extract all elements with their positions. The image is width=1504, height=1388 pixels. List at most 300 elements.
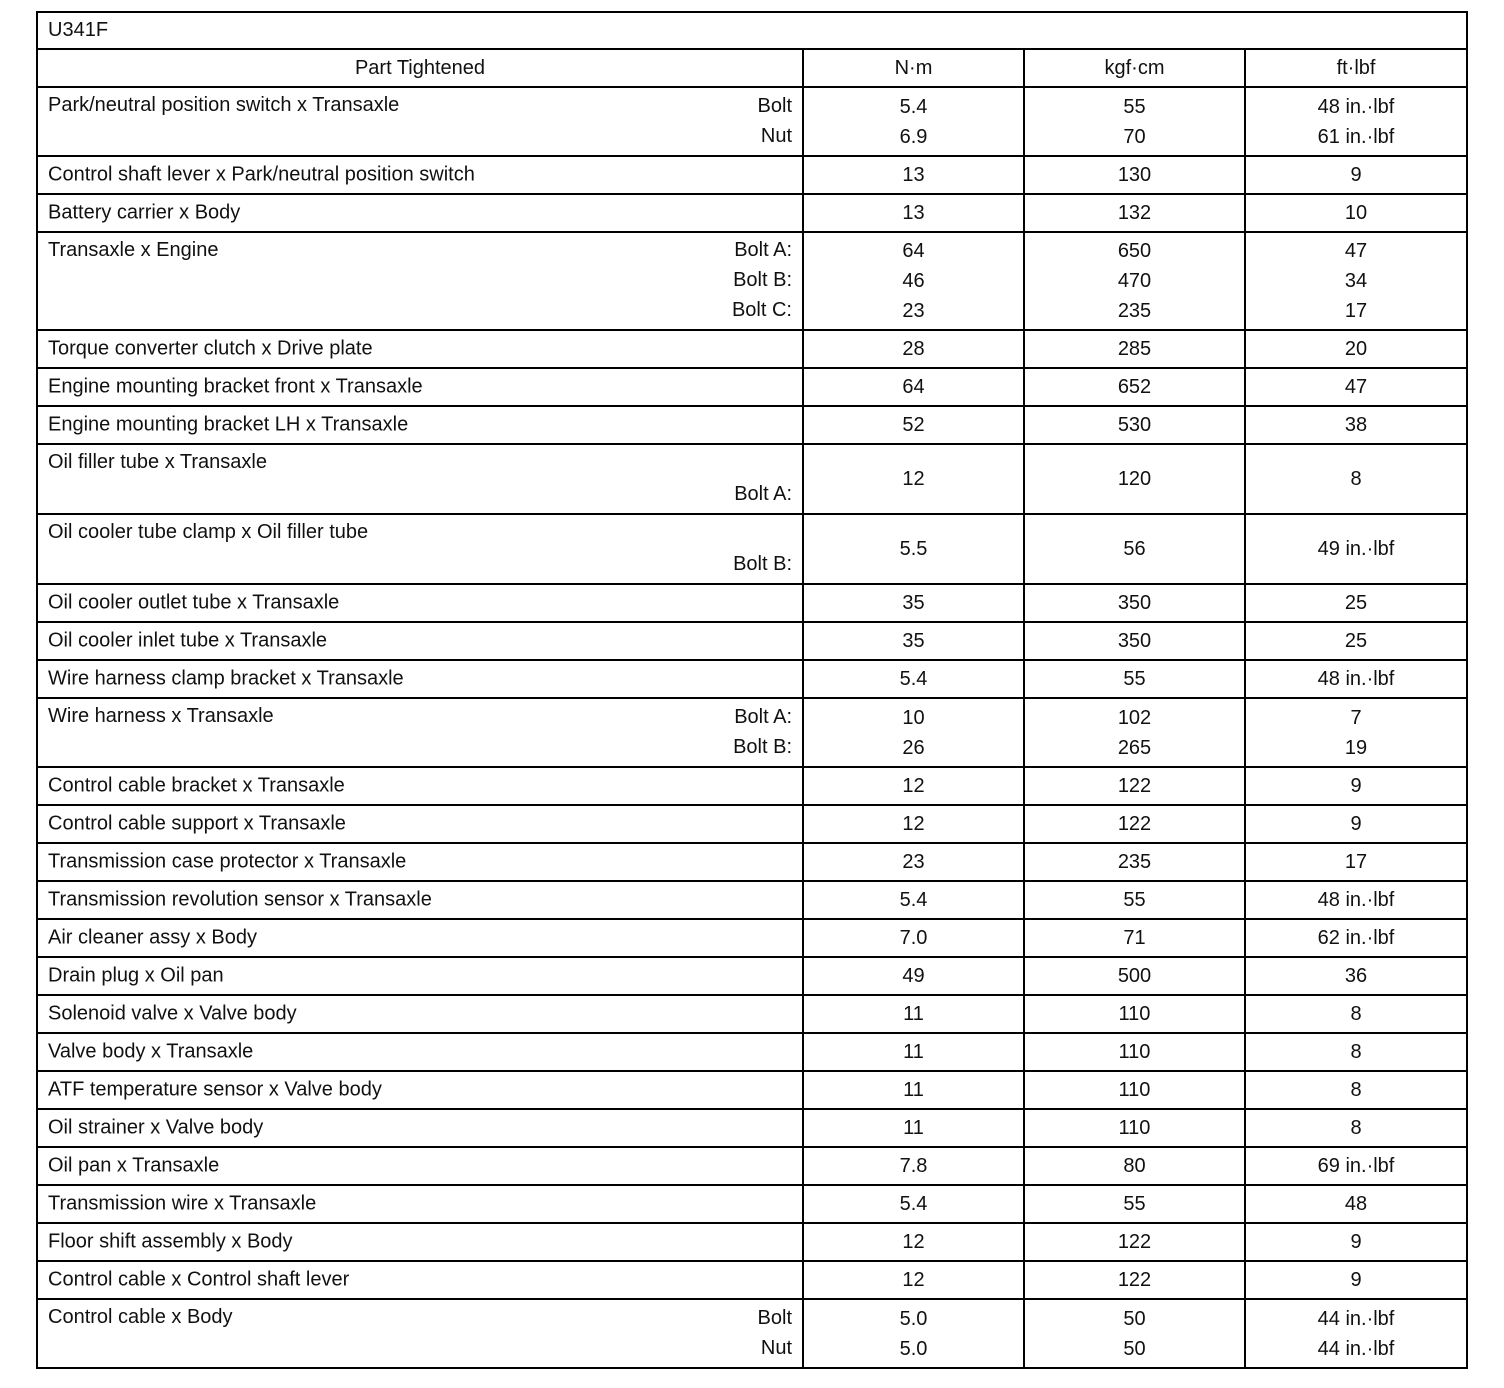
value-kgf: 80	[1123, 1155, 1146, 1177]
value-nm: 7.0	[899, 927, 928, 949]
value-kgf: 55	[1123, 668, 1146, 690]
value-kgf-list	[1025, 703, 1244, 763]
value-kgf-cell	[1024, 1261, 1245, 1299]
value-ft-cell	[1245, 1109, 1467, 1147]
value-ft-list	[1246, 809, 1466, 839]
table-row	[37, 767, 1467, 805]
fastener-label: Bolt C:	[731, 299, 792, 321]
part-cell	[37, 368, 803, 406]
value-ft: 48 in.·lbf	[1317, 668, 1395, 690]
header-nm: N·m	[803, 49, 1024, 87]
part-cell	[37, 1033, 803, 1071]
value-kgf-cell	[1024, 156, 1245, 194]
value-ft-cell	[1245, 805, 1467, 843]
table-row	[37, 1299, 1467, 1368]
value-nm-cell	[803, 843, 1024, 881]
part-cell	[37, 406, 803, 444]
value-nm-list	[804, 588, 1023, 618]
fastener-label: Bolt A:	[734, 239, 792, 261]
part-cell	[37, 957, 803, 995]
value-kgf-list	[1025, 534, 1244, 564]
header-ft: ft·lbf	[1245, 49, 1467, 87]
part-name: Park/neutral position switch x Transaxle	[48, 94, 400, 116]
value-kgf-cell	[1024, 881, 1245, 919]
value-nm-list	[804, 885, 1023, 915]
part-name: Oil strainer x Valve body	[48, 1116, 264, 1139]
value-ft-list	[1246, 372, 1466, 402]
value-ft-cell	[1245, 1223, 1467, 1261]
value-ft: 17	[1344, 851, 1368, 873]
value-ft-cell	[1245, 881, 1467, 919]
value-nm: 26	[902, 736, 925, 759]
value-ft-list	[1246, 999, 1466, 1029]
value-nm-list	[804, 1113, 1023, 1143]
part-name: Oil cooler inlet tube x Transaxle	[48, 629, 328, 652]
value-ft-list	[1246, 1189, 1466, 1219]
part-name: Wire harness x Transaxle	[48, 705, 274, 727]
value-nm-list	[804, 334, 1023, 364]
table-row	[37, 514, 1467, 584]
value-ft: 17	[1344, 300, 1368, 322]
part-cell	[37, 1261, 803, 1299]
value-kgf-list	[1025, 1151, 1244, 1181]
value-nm: 11	[903, 1041, 924, 1063]
value-kgf: 122	[1117, 813, 1152, 835]
value-kgf: 55	[1123, 1193, 1146, 1215]
value-nm-list	[804, 1227, 1023, 1257]
value-nm-cell	[803, 805, 1024, 843]
value-ft-list	[1246, 626, 1466, 656]
table-row	[37, 406, 1467, 444]
value-ft-list	[1246, 1265, 1466, 1295]
fastener-list	[733, 702, 792, 762]
value-nm: 13	[902, 164, 925, 186]
value-ft-list	[1246, 1304, 1466, 1364]
value-kgf-cell	[1024, 843, 1245, 881]
value-kgf-cell	[1024, 1185, 1245, 1223]
fastener-label: Nut	[760, 1337, 792, 1359]
value-kgf-cell	[1024, 1147, 1245, 1185]
value-ft: 69 in.·lbf	[1317, 1155, 1395, 1177]
value-kgf-cell	[1024, 995, 1245, 1033]
part-cell	[37, 843, 803, 881]
part-name: Oil filler tube x Transaxle	[48, 451, 267, 473]
fastener-label: Bolt	[757, 95, 792, 117]
value-kgf: 122	[1117, 1269, 1152, 1291]
value-nm-cell	[803, 957, 1024, 995]
value-nm-list	[804, 1037, 1023, 1067]
value-kgf-list	[1025, 771, 1244, 801]
value-ft-cell	[1245, 1071, 1467, 1109]
value-ft: 61 in.·lbf	[1317, 125, 1395, 148]
value-ft: 9	[1350, 1231, 1362, 1253]
part-name: Transmission case protector x Transaxle	[48, 850, 407, 873]
part-cell	[37, 1223, 803, 1261]
value-nm-cell	[803, 1185, 1024, 1223]
value-kgf: 500	[1117, 965, 1152, 987]
value-ft-list	[1246, 1037, 1466, 1067]
value-kgf: 130	[1117, 164, 1152, 186]
part-name: ATF temperature sensor x Valve body	[48, 1078, 382, 1101]
value-nm-cell	[803, 330, 1024, 368]
value-kgf-cell	[1024, 660, 1245, 698]
table-row	[37, 330, 1467, 368]
table-row	[37, 995, 1467, 1033]
value-ft-list	[1246, 771, 1466, 801]
value-ft-cell	[1245, 156, 1467, 194]
value-kgf: 235	[1117, 851, 1152, 873]
value-nm-list	[804, 771, 1023, 801]
value-nm-cell	[803, 514, 1024, 584]
value-ft: 8	[1350, 1041, 1362, 1063]
value-nm-cell	[803, 584, 1024, 622]
table-row	[37, 1261, 1467, 1299]
table-title: U341F	[37, 12, 1467, 49]
table-row	[37, 805, 1467, 843]
value-nm-list	[804, 160, 1023, 190]
header-kgf: kgf·cm	[1024, 49, 1245, 87]
value-nm-cell	[803, 660, 1024, 698]
value-ft-list	[1246, 703, 1466, 763]
part-name: Control cable x Body	[48, 1306, 233, 1328]
value-ft: 10	[1344, 202, 1368, 224]
value-ft-cell	[1245, 698, 1467, 767]
value-ft-list	[1246, 923, 1466, 953]
value-kgf-list	[1025, 372, 1244, 402]
value-kgf-list	[1025, 160, 1244, 190]
value-ft: 48 in.·lbf	[1317, 889, 1395, 911]
value-kgf-list	[1025, 885, 1244, 915]
value-ft: 38	[1344, 414, 1368, 436]
value-nm-cell	[803, 194, 1024, 232]
value-ft: 44 in.·lbf	[1317, 1337, 1395, 1360]
value-ft-list	[1246, 534, 1466, 564]
value-kgf-cell	[1024, 957, 1245, 995]
value-nm: 5.4	[899, 95, 928, 118]
value-nm-list	[804, 847, 1023, 877]
value-nm-cell	[803, 995, 1024, 1033]
value-nm-cell	[803, 767, 1024, 805]
part-name: Wire harness clamp bracket x Transaxle	[48, 667, 404, 690]
value-nm-list	[804, 464, 1023, 494]
value-ft-list	[1246, 1113, 1466, 1143]
value-kgf: 110	[1118, 1041, 1151, 1063]
value-ft-list	[1246, 92, 1466, 152]
value-nm: 11	[903, 1117, 924, 1139]
value-nm-cell	[803, 919, 1024, 957]
value-nm-cell	[803, 444, 1024, 514]
table-row	[37, 156, 1467, 194]
table-row	[37, 1147, 1467, 1185]
table-row	[37, 698, 1467, 767]
value-nm-list	[804, 664, 1023, 694]
value-kgf: 55	[1123, 95, 1146, 118]
value-kgf-cell	[1024, 1071, 1245, 1109]
value-nm: 64	[902, 376, 925, 398]
part-cell	[37, 881, 803, 919]
fastener-label: Bolt B:	[733, 736, 792, 758]
value-nm: 23	[902, 300, 925, 322]
value-nm: 11	[903, 1003, 924, 1025]
value-nm: 46	[902, 270, 925, 292]
part-name: Control shaft lever x Park/neutral position switch	[48, 163, 475, 186]
value-kgf: 652	[1117, 376, 1152, 398]
value-ft-cell	[1245, 1033, 1467, 1071]
value-kgf-cell	[1024, 584, 1245, 622]
value-kgf-cell	[1024, 232, 1245, 330]
value-nm-list	[804, 92, 1023, 152]
value-nm: 64	[902, 240, 925, 262]
value-kgf-list	[1025, 847, 1244, 877]
value-kgf: 71	[1123, 927, 1146, 949]
value-kgf: 110	[1118, 1117, 1151, 1139]
part-cell	[37, 660, 803, 698]
value-nm: 12	[902, 1269, 925, 1291]
value-ft-cell	[1245, 1185, 1467, 1223]
value-ft: 62 in.·lbf	[1317, 927, 1395, 949]
value-kgf-cell	[1024, 194, 1245, 232]
table-row	[37, 660, 1467, 698]
part-cell	[37, 919, 803, 957]
value-kgf-list	[1025, 626, 1244, 656]
value-ft-cell	[1245, 1147, 1467, 1185]
value-nm-cell	[803, 698, 1024, 767]
value-nm-cell	[803, 622, 1024, 660]
part-cell	[37, 514, 803, 584]
value-kgf-list	[1025, 1037, 1244, 1067]
value-ft-cell	[1245, 767, 1467, 805]
value-nm-list	[804, 923, 1023, 953]
table-row	[37, 1185, 1467, 1223]
table-row	[37, 194, 1467, 232]
value-ft: 36	[1344, 965, 1368, 987]
value-ft: 8	[1350, 1003, 1362, 1025]
value-ft: 25	[1344, 592, 1368, 614]
part-name: Transmission revolution sensor x Transaxle	[48, 888, 432, 911]
value-nm: 52	[902, 414, 925, 436]
part-cell	[37, 1185, 803, 1223]
value-kgf: 70	[1123, 125, 1146, 148]
value-ft-cell	[1245, 194, 1467, 232]
value-nm: 12	[902, 1231, 925, 1253]
part-name: Torque converter clutch x Drive plate	[48, 337, 373, 360]
value-ft-cell	[1245, 87, 1467, 156]
value-kgf: 55	[1123, 889, 1146, 911]
value-nm: 6.9	[899, 125, 928, 148]
value-ft: 49 in.·lbf	[1317, 538, 1395, 560]
value-ft-list	[1246, 1075, 1466, 1105]
fastener-label: Bolt A:	[734, 483, 792, 505]
value-kgf-cell	[1024, 87, 1245, 156]
value-nm-list	[804, 410, 1023, 440]
fastener-list	[734, 479, 792, 509]
value-nm-cell	[803, 1223, 1024, 1261]
value-kgf-list	[1025, 1113, 1244, 1143]
value-ft-cell	[1245, 957, 1467, 995]
value-kgf-cell	[1024, 698, 1245, 767]
part-cell	[37, 805, 803, 843]
value-ft-cell	[1245, 1299, 1467, 1368]
value-nm: 10	[902, 706, 925, 729]
table-row	[37, 881, 1467, 919]
table-row	[37, 919, 1467, 957]
value-nm-cell	[803, 232, 1024, 330]
fastener-label: Bolt B:	[733, 553, 792, 575]
value-ft: 48	[1344, 1193, 1368, 1215]
value-kgf-cell	[1024, 1299, 1245, 1368]
value-nm-cell	[803, 368, 1024, 406]
value-ft: 8	[1350, 1079, 1362, 1101]
value-ft: 8	[1350, 1117, 1362, 1139]
part-name: Oil pan x Transaxle	[48, 1154, 220, 1177]
value-kgf: 50	[1123, 1307, 1146, 1330]
value-nm: 49	[902, 965, 925, 987]
part-cell	[37, 194, 803, 232]
value-kgf: 120	[1117, 468, 1152, 490]
table-row	[37, 444, 1467, 514]
value-kgf-list	[1025, 92, 1244, 152]
torque-spec-table	[36, 11, 1468, 1369]
table-row	[37, 232, 1467, 330]
part-name: Drain plug x Oil pan	[48, 964, 224, 987]
value-nm-cell	[803, 1033, 1024, 1071]
value-ft: 25	[1344, 630, 1368, 652]
value-nm: 5.0	[899, 1337, 928, 1360]
part-name: Valve body x Transaxle	[48, 1040, 254, 1063]
value-nm-list	[804, 1075, 1023, 1105]
value-ft-list	[1246, 847, 1466, 877]
value-kgf-list	[1025, 1189, 1244, 1219]
value-kgf: 122	[1117, 775, 1152, 797]
value-kgf: 110	[1118, 1003, 1151, 1025]
value-ft: 19	[1344, 736, 1368, 759]
value-kgf-cell	[1024, 368, 1245, 406]
table-row	[37, 584, 1467, 622]
value-nm-list	[804, 1189, 1023, 1219]
value-kgf: 102	[1117, 706, 1152, 729]
fastener-list	[758, 91, 792, 151]
value-nm: 5.4	[899, 889, 928, 911]
value-ft-list	[1246, 885, 1466, 915]
value-kgf-list	[1025, 809, 1244, 839]
part-cell	[37, 87, 803, 156]
table-row	[37, 1033, 1467, 1071]
value-ft-cell	[1245, 514, 1467, 584]
value-kgf-list	[1025, 464, 1244, 494]
value-nm: 12	[902, 813, 925, 835]
value-kgf: 50	[1123, 1337, 1146, 1360]
value-ft: 47	[1344, 240, 1368, 262]
value-kgf-list	[1025, 923, 1244, 953]
value-nm-list	[804, 1151, 1023, 1181]
value-kgf-list	[1025, 334, 1244, 364]
value-kgf: 350	[1117, 630, 1152, 652]
value-kgf: 650	[1117, 240, 1152, 262]
value-kgf-list	[1025, 1265, 1244, 1295]
value-nm-list	[804, 1265, 1023, 1295]
value-ft-list	[1246, 961, 1466, 991]
part-name: Control cable support x Transaxle	[48, 812, 346, 835]
value-nm-list	[804, 372, 1023, 402]
value-ft: 8	[1350, 468, 1362, 490]
value-kgf-cell	[1024, 1033, 1245, 1071]
fastener-label: Bolt	[757, 1307, 792, 1329]
value-nm-cell	[803, 1147, 1024, 1185]
fastener-label: Bolt B:	[733, 269, 792, 291]
part-cell	[37, 156, 803, 194]
part-name: Control cable x Control shaft lever	[48, 1268, 350, 1291]
table-row	[37, 843, 1467, 881]
part-cell	[37, 1071, 803, 1109]
value-nm-cell	[803, 1071, 1024, 1109]
table-row	[37, 1223, 1467, 1261]
value-kgf-list	[1025, 588, 1244, 618]
part-name: Engine mounting bracket front x Transaxle	[48, 375, 423, 398]
part-cell	[37, 584, 803, 622]
value-kgf-list	[1025, 1304, 1244, 1364]
value-nm-list	[804, 961, 1023, 991]
value-ft-cell	[1245, 1261, 1467, 1299]
value-ft-list	[1246, 464, 1466, 494]
part-name: Oil cooler outlet tube x Transaxle	[48, 591, 340, 614]
value-ft: 20	[1344, 338, 1368, 360]
part-name: Transmission wire x Transaxle	[48, 1192, 317, 1215]
value-ft: 48 in.·lbf	[1317, 95, 1395, 118]
value-ft: 9	[1350, 813, 1362, 835]
value-ft-cell	[1245, 622, 1467, 660]
header-row	[37, 49, 1467, 87]
value-ft-cell	[1245, 843, 1467, 881]
value-kgf-cell	[1024, 514, 1245, 584]
value-kgf-cell	[1024, 805, 1245, 843]
value-ft-cell	[1245, 330, 1467, 368]
value-ft-list	[1246, 334, 1466, 364]
table-row	[37, 957, 1467, 995]
value-nm-cell	[803, 881, 1024, 919]
value-nm-cell	[803, 87, 1024, 156]
part-cell	[37, 1299, 803, 1368]
value-nm-cell	[803, 1109, 1024, 1147]
value-nm-list	[804, 809, 1023, 839]
value-nm: 35	[902, 630, 925, 652]
table-body	[37, 12, 1467, 1368]
value-nm: 12	[902, 775, 925, 797]
value-ft-list	[1246, 410, 1466, 440]
value-ft-cell	[1245, 995, 1467, 1033]
value-nm: 5.5	[899, 538, 928, 560]
part-name: Engine mounting bracket LH x Transaxle	[48, 413, 409, 436]
value-nm-list	[804, 999, 1023, 1029]
table-row	[37, 1071, 1467, 1109]
value-kgf-cell	[1024, 622, 1245, 660]
fastener-label: Nut	[760, 125, 792, 147]
part-cell	[37, 767, 803, 805]
value-nm-list	[804, 236, 1023, 326]
part-cell	[37, 1109, 803, 1147]
title-row	[37, 12, 1467, 49]
table-row	[37, 87, 1467, 156]
part-name: Transaxle x Engine	[48, 239, 219, 261]
value-ft-list	[1246, 236, 1466, 326]
value-ft-list	[1246, 588, 1466, 618]
value-kgf: 56	[1123, 538, 1146, 560]
value-nm: 13	[902, 202, 925, 224]
part-cell	[37, 330, 803, 368]
value-kgf-cell	[1024, 406, 1245, 444]
value-ft-cell	[1245, 584, 1467, 622]
value-nm-list	[804, 703, 1023, 763]
part-cell	[37, 444, 803, 514]
